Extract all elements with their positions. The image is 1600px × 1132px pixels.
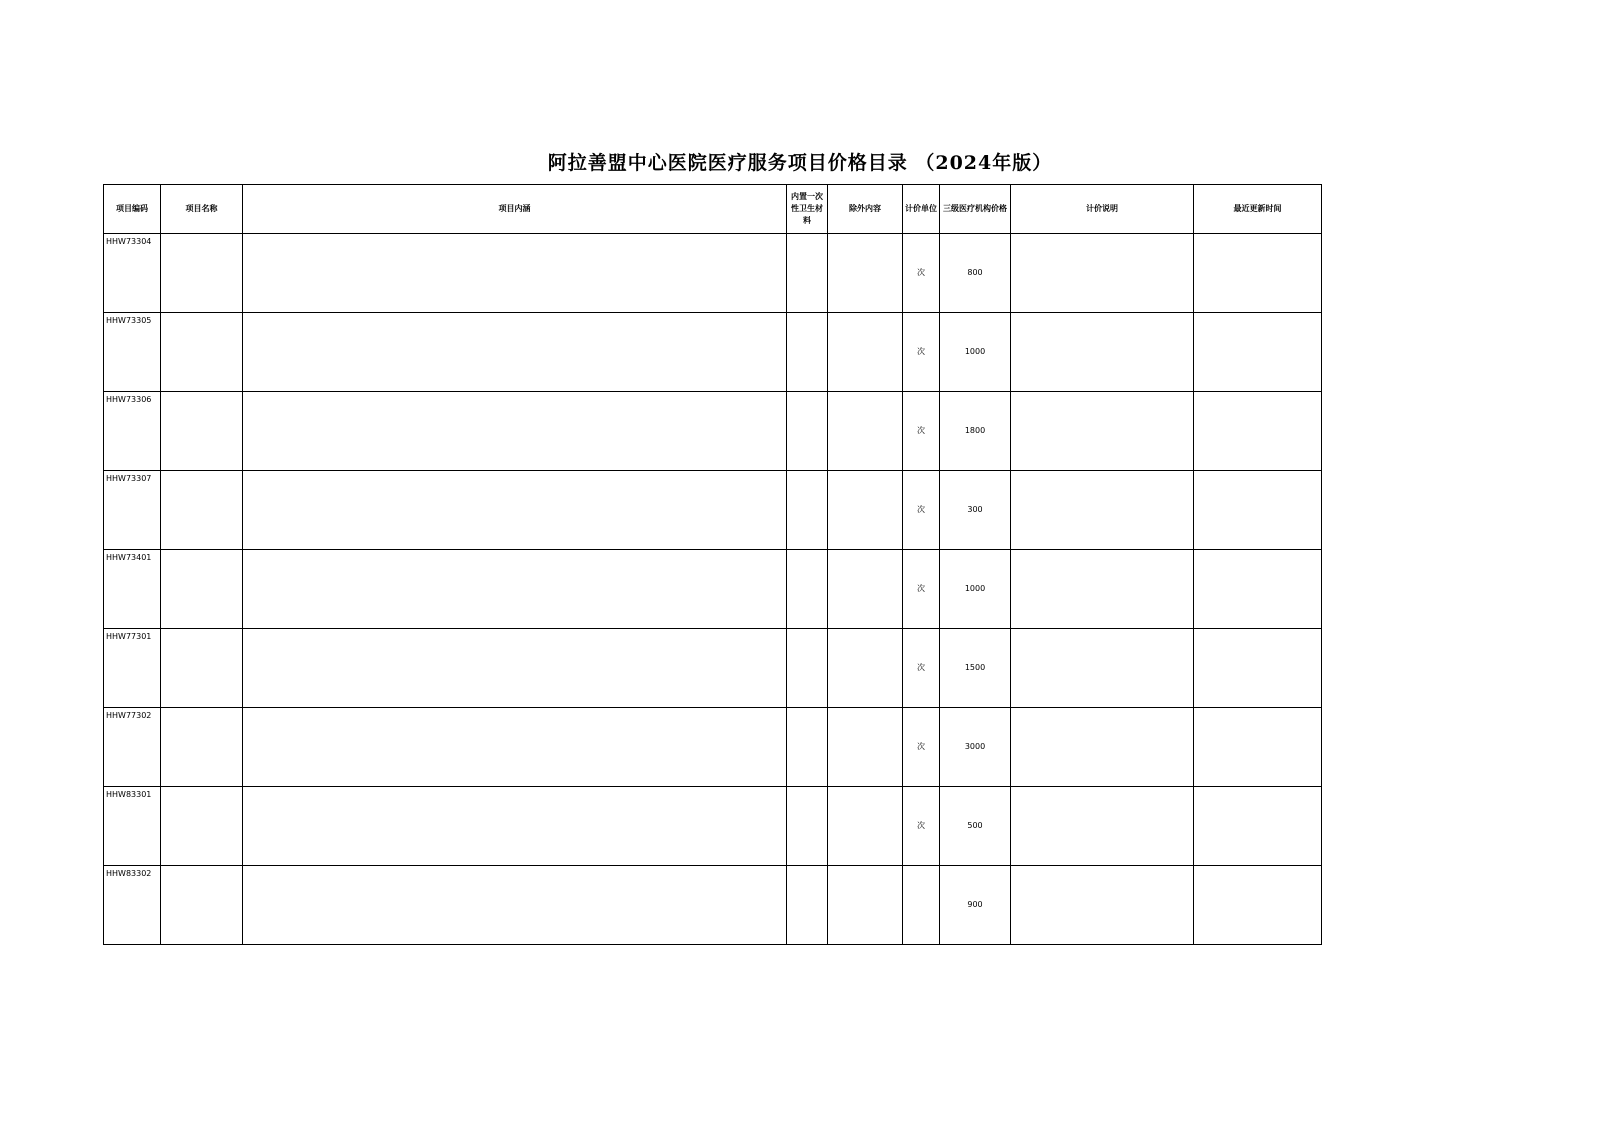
cell-name: [161, 787, 243, 866]
cell-note: [1011, 313, 1194, 392]
price-table: [103, 184, 1322, 945]
cell-name: [161, 392, 243, 471]
cell-desc: [243, 471, 787, 550]
page-title: 阿拉善盟中心医院医疗服务项目价格目录 （2024年版）: [547, 152, 1053, 174]
cell-price: 900: [940, 866, 1011, 945]
cell-desc: [243, 629, 787, 708]
cell-code: HHW73304: [104, 234, 161, 313]
cell-name: [161, 708, 243, 787]
cell-exclusions: [828, 313, 903, 392]
table-row: [104, 629, 1322, 708]
cell-supplies: [787, 708, 828, 787]
cell-name: [161, 629, 243, 708]
table-row: [104, 313, 1322, 392]
header-code: 项目编码: [104, 185, 161, 234]
cell-updated: [1194, 787, 1322, 866]
cell-unit: 次: [903, 708, 940, 787]
cell-code: HHW73401: [104, 550, 161, 629]
cell-code: HHW83302: [104, 866, 161, 945]
cell-supplies: [787, 629, 828, 708]
cell-unit: 次: [903, 313, 940, 392]
table-row: [104, 234, 1322, 313]
cell-note: [1011, 866, 1194, 945]
cell-unit: 次: [903, 234, 940, 313]
cell-supplies: [787, 234, 828, 313]
cell-code: HHW73306: [104, 392, 161, 471]
cell-price: 1000: [940, 550, 1011, 629]
cell-exclusions: [828, 708, 903, 787]
cell-updated: [1194, 471, 1322, 550]
cell-unit: 次: [903, 787, 940, 866]
table-row: [104, 392, 1322, 471]
cell-desc: [243, 234, 787, 313]
cell-exclusions: [828, 392, 903, 471]
cell-price: 800: [940, 234, 1011, 313]
cell-code: HHW77301: [104, 629, 161, 708]
cell-exclusions: [828, 787, 903, 866]
table-row: [104, 866, 1322, 945]
table-row: [104, 708, 1322, 787]
cell-price: 1500: [940, 629, 1011, 708]
cell-unit: 次: [903, 471, 940, 550]
cell-exclusions: [828, 234, 903, 313]
cell-code: HHW77302: [104, 708, 161, 787]
cell-updated: [1194, 313, 1322, 392]
cell-name: [161, 471, 243, 550]
header-price: 三级医疗机构价格: [940, 185, 1011, 234]
cell-code: HHW73305: [104, 313, 161, 392]
header-desc: 项目内涵: [243, 185, 787, 234]
cell-desc: [243, 787, 787, 866]
cell-note: [1011, 234, 1194, 313]
cell-code: HHW83301: [104, 787, 161, 866]
cell-price: 500: [940, 787, 1011, 866]
cell-exclusions: [828, 471, 903, 550]
cell-supplies: [787, 392, 828, 471]
cell-code: HHW73307: [104, 471, 161, 550]
cell-note: [1011, 708, 1194, 787]
cell-desc: [243, 866, 787, 945]
cell-note: [1011, 550, 1194, 629]
cell-name: [161, 234, 243, 313]
header-updated: 最近更新时间: [1194, 185, 1322, 234]
cell-supplies: [787, 471, 828, 550]
cell-exclusions: [828, 550, 903, 629]
header-unit: 计价单位: [903, 185, 940, 234]
header-name: 项目名称: [161, 185, 243, 234]
header-row: [104, 185, 1322, 234]
cell-updated: [1194, 629, 1322, 708]
cell-exclusions: [828, 629, 903, 708]
cell-desc: [243, 313, 787, 392]
cell-updated: [1194, 234, 1322, 313]
cell-price: 1800: [940, 392, 1011, 471]
cell-price: 300: [940, 471, 1011, 550]
cell-updated: [1194, 550, 1322, 629]
cell-desc: [243, 392, 787, 471]
table-row: [104, 787, 1322, 866]
cell-price: 1000: [940, 313, 1011, 392]
cell-name: [161, 550, 243, 629]
cell-price: 3000: [940, 708, 1011, 787]
cell-note: [1011, 787, 1194, 866]
cell-note: [1011, 471, 1194, 550]
table-row: [104, 471, 1322, 550]
cell-supplies: [787, 313, 828, 392]
cell-updated: [1194, 392, 1322, 471]
cell-unit: 次: [903, 550, 940, 629]
cell-supplies: [787, 787, 828, 866]
cell-unit: [903, 866, 940, 945]
cell-name: [161, 313, 243, 392]
cell-name: [161, 866, 243, 945]
header-exclusions: 除外内容: [828, 185, 903, 234]
cell-updated: [1194, 866, 1322, 945]
cell-note: [1011, 392, 1194, 471]
cell-exclusions: [828, 866, 903, 945]
cell-supplies: [787, 550, 828, 629]
cell-desc: [243, 708, 787, 787]
cell-supplies: [787, 866, 828, 945]
cell-unit: 次: [903, 392, 940, 471]
cell-updated: [1194, 708, 1322, 787]
cell-unit: 次: [903, 629, 940, 708]
table-row: [104, 550, 1322, 629]
header-supplies: 内置一次性卫生材料: [787, 185, 828, 234]
cell-note: [1011, 629, 1194, 708]
header-note: 计价说明: [1011, 185, 1194, 234]
cell-desc: [243, 550, 787, 629]
